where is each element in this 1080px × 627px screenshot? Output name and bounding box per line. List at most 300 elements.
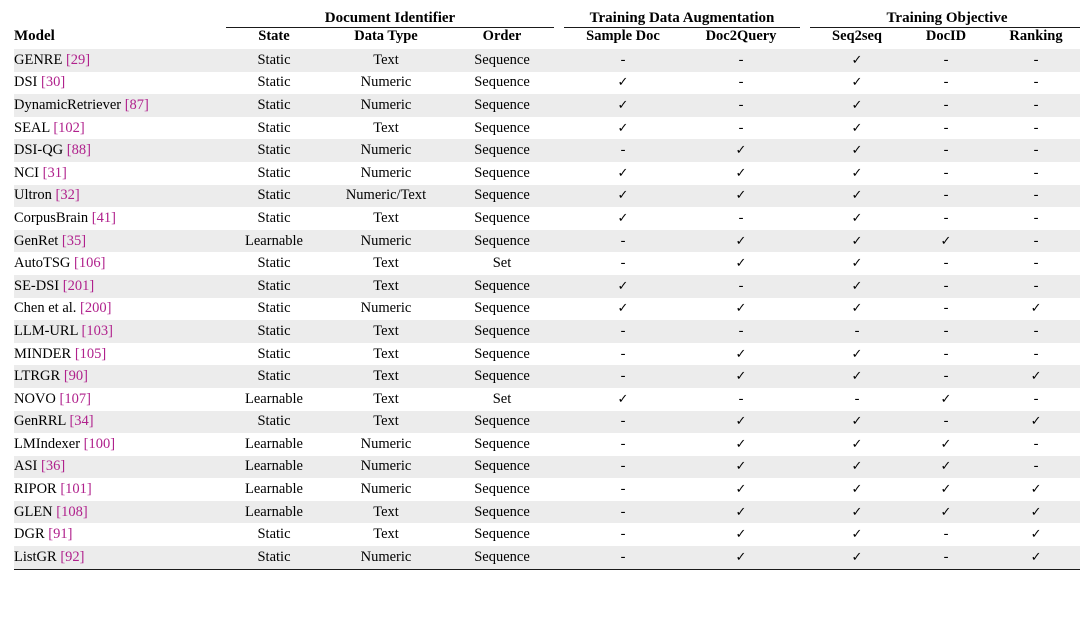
value-label: Numeric [360,435,412,452]
cell-docid [904,298,988,321]
cell-data-type [322,162,450,185]
cell-ranking [988,478,1080,501]
check-icon: ✓ [851,233,863,249]
cell-spacer [554,94,564,117]
value-label: Text [373,51,399,68]
value-label: Text [373,119,399,136]
check-icon: ✓ [617,391,629,407]
citation-link[interactable]: [105] [74,345,107,362]
cell-seq2seq [810,433,904,456]
cell-docid [904,185,988,208]
check-icon: ✓ [851,75,863,91]
group-header-document-identifier: Document Identifier [226,10,554,28]
value-label: Sequence [474,481,530,498]
model-name-label: DSI [14,74,41,91]
value-label: - [620,526,626,543]
citation-link[interactable]: [36] [41,458,66,475]
cell-docid [904,433,988,456]
value-label: Text [373,322,399,339]
cell-docid [904,456,988,479]
value-label: Text [373,345,399,362]
citation-link[interactable]: [100] [83,435,116,452]
cell-doc2query [682,343,800,366]
column-header-state: State [258,28,290,44]
value-label: - [620,51,626,68]
cell-spacer [800,252,810,275]
check-icon: ✓ [940,482,952,498]
value-label: Static [257,413,291,430]
model-name-label: LTRGR [14,368,64,385]
cell-docid [904,343,988,366]
cell-sample-doc [564,343,682,366]
check-icon: ✓ [1030,414,1042,430]
value-label: - [738,277,744,294]
citation-link[interactable]: [200] [80,300,112,317]
table-row [14,298,1080,321]
cell-state [226,162,322,185]
cell-order [450,501,554,524]
value-label: - [1033,435,1039,452]
cell-docid [904,162,988,185]
table-row [14,343,1080,366]
citation-link[interactable]: [31] [42,164,67,181]
cell-seq2seq [810,456,904,479]
cell-spacer [554,320,564,343]
model-name-label: SE-DSI [14,277,63,294]
check-icon: ✓ [851,436,863,452]
value-label: - [620,368,626,385]
citation-link[interactable]: [102] [53,119,85,136]
citation-link[interactable]: [35] [61,232,87,249]
model-name-label: MINDER [14,345,75,362]
value-label: Sequence [474,300,530,317]
cell-doc2query [682,456,800,479]
cell-doc2query [682,49,800,72]
value-label: - [943,255,949,272]
value-label: - [620,232,626,249]
value-label: - [943,187,949,204]
value-label: - [1033,255,1039,272]
cell-spacer [554,501,564,524]
cell-state [226,546,322,569]
check-icon: ✓ [1030,549,1042,565]
value-label: - [943,119,949,136]
cell-seq2seq [810,72,904,95]
cell-sample-doc [564,49,682,72]
check-icon: ✓ [617,301,629,317]
model-name-label: NOVO [14,390,60,407]
cell-sample-doc [564,433,682,456]
citation-link[interactable]: [34] [69,413,94,430]
check-icon: ✓ [735,549,747,565]
cell-order [450,523,554,546]
value-label: Sequence [474,503,530,520]
citation-link[interactable]: [32] [55,187,80,204]
value-label: Numeric [360,232,412,249]
cell-docid [904,388,988,411]
group-spacer-1 [554,10,564,28]
citation-link[interactable]: [88] [66,142,91,159]
value-label: Static [257,51,291,68]
cell-model-name [14,230,226,253]
check-icon: ✓ [851,97,863,113]
check-icon: ✓ [940,233,952,249]
value-label: Text [373,368,399,385]
cell-spacer [800,49,810,72]
cell-state [226,185,322,208]
cell-doc2query [682,478,800,501]
cell-model-name [14,139,226,162]
cell-docid [904,501,988,524]
cell-order [450,298,554,321]
cell-seq2seq [810,478,904,501]
check-icon: ✓ [940,391,952,407]
cell-state [226,298,322,321]
cell-spacer [800,523,810,546]
cell-model-name [14,478,226,501]
subheader-spacer-2 [800,28,810,46]
value-label: - [943,209,949,226]
cell-spacer [554,411,564,434]
check-icon: ✓ [851,165,863,181]
value-label: Sequence [474,74,530,91]
column-header-docid: DocID [925,28,967,44]
cell-spacer [800,501,810,524]
value-label: - [1033,96,1039,113]
cell-spacer [800,139,810,162]
cell-doc2query [682,207,800,230]
cell-spacer [554,478,564,501]
model-name-label: GENRE [14,51,66,68]
cell-spacer [554,49,564,72]
cell-state [226,117,322,140]
cell-model-name [14,252,226,275]
cell-spacer [554,117,564,140]
cell-state [226,72,322,95]
cell-docid [904,546,988,569]
cell-doc2query [682,298,800,321]
model-name-label: GenRRL [14,413,70,430]
value-label: Sequence [474,96,530,113]
value-label: - [943,96,949,113]
check-icon: ✓ [735,459,747,475]
cell-data-type [322,433,450,456]
cell-state [226,343,322,366]
cell-spacer [800,298,810,321]
value-label: Sequence [474,277,530,294]
value-label: - [1033,74,1039,91]
cell-order [450,320,554,343]
model-name-label: LLM-URL [14,322,82,339]
model-name-label: AutoTSG [14,255,75,272]
value-label: Sequence [474,209,530,226]
check-icon: ✓ [851,549,863,565]
value-label: Static [257,187,291,204]
check-icon: ✓ [851,527,863,543]
value-label: - [1033,51,1039,68]
cell-model-name [14,320,226,343]
cell-order [450,411,554,434]
citation-link[interactable]: [41] [91,209,116,226]
cell-spacer [800,72,810,95]
cell-data-type [322,343,450,366]
cell-docid [904,411,988,434]
cell-spacer [800,478,810,501]
value-label: - [620,255,626,272]
value-label: - [620,345,626,362]
check-icon: ✓ [735,165,747,181]
cell-data-type [322,207,450,230]
cell-spacer [800,162,810,185]
value-label: Static [257,142,291,159]
citation-link[interactable]: [90] [63,368,88,385]
model-name-label: SEAL [14,119,54,136]
cell-order [450,72,554,95]
citation-link[interactable]: [87] [124,96,149,113]
value-label: Numeric [360,142,412,159]
check-icon: ✓ [617,97,629,113]
cell-model-name [14,117,226,140]
citation-link[interactable]: [103] [81,322,113,339]
cell-spacer [554,546,564,569]
cell-data-type [322,49,450,72]
value-label: Sequence [474,458,530,475]
cell-doc2query [682,433,800,456]
value-label: - [943,368,949,385]
value-label: Numeric [360,74,412,91]
cell-data-type [322,139,450,162]
cell-spacer [554,275,564,298]
cell-ranking [988,365,1080,388]
table-row [14,411,1080,434]
cell-sample-doc [564,501,682,524]
cell-spacer [800,546,810,569]
value-label: - [1033,164,1039,181]
cell-model-name [14,162,226,185]
table-row [14,117,1080,140]
cell-model-name [14,94,226,117]
cell-spacer [554,388,564,411]
cell-doc2query [682,94,800,117]
check-icon: ✓ [735,256,747,272]
table-row [14,478,1080,501]
value-label: Text [373,390,399,407]
cell-seq2seq [810,501,904,524]
value-label: - [738,74,744,91]
citation-link[interactable]: [201] [62,277,95,294]
cell-docid [904,94,988,117]
check-icon: ✓ [851,256,863,272]
cell-data-type [322,252,450,275]
value-label: Sequence [474,142,530,159]
cell-ranking [988,185,1080,208]
value-label: - [1033,458,1039,475]
column-header-doc2query: Doc2Query [705,28,777,44]
cell-ranking [988,343,1080,366]
value-label: Static [257,255,291,272]
cell-doc2query [682,162,800,185]
cell-spacer [800,275,810,298]
value-label: Static [257,368,291,385]
model-name-label: ListGR [14,548,61,565]
cell-order [450,275,554,298]
value-label: - [943,322,949,339]
value-label: Static [257,526,291,543]
check-icon: ✓ [735,301,747,317]
cell-spacer [554,343,564,366]
cell-seq2seq [810,94,904,117]
cell-model-name [14,185,226,208]
cell-state [226,320,322,343]
cell-sample-doc [564,411,682,434]
cell-model-name [14,456,226,479]
cell-ranking [988,230,1080,253]
check-icon: ✓ [940,504,952,520]
cell-order [450,185,554,208]
value-label: Sequence [474,548,530,565]
cell-spacer [800,456,810,479]
value-label: Text [373,526,399,543]
cell-docid [904,72,988,95]
value-label: - [620,435,626,452]
value-label: Sequence [474,345,530,362]
citation-link[interactable]: [30] [41,74,66,91]
check-icon: ✓ [1030,482,1042,498]
check-icon: ✓ [617,120,629,136]
cell-order [450,433,554,456]
value-label: - [1033,277,1039,294]
table-row [14,388,1080,411]
value-label: - [738,390,744,407]
value-label: - [738,209,744,226]
cell-sample-doc [564,162,682,185]
cell-seq2seq [810,388,904,411]
cell-model-name [14,365,226,388]
cell-data-type [322,72,450,95]
model-name-label: Chen et al. [14,300,81,317]
citation-link[interactable]: [92] [60,548,85,565]
table-row [14,162,1080,185]
cell-model-name [14,298,226,321]
cell-ranking [988,433,1080,456]
value-label: Static [257,119,291,136]
table-body [14,45,1080,569]
value-label: Learnable [245,458,303,475]
check-icon: ✓ [735,233,747,249]
cell-ranking [988,49,1080,72]
cell-sample-doc [564,388,682,411]
cell-spacer [800,185,810,208]
cell-ranking [988,320,1080,343]
header-group-row [14,10,1080,28]
value-label: Sequence [474,322,530,339]
cell-seq2seq [810,320,904,343]
value-label: Sequence [474,164,530,181]
value-label: Text [373,277,399,294]
citation-link[interactable]: [107] [59,390,91,407]
cell-state [226,433,322,456]
cell-model-name [14,433,226,456]
cell-data-type [322,117,450,140]
cell-spacer [800,117,810,140]
cell-docid [904,49,988,72]
check-icon: ✓ [617,165,629,181]
cell-doc2query [682,523,800,546]
citation-link[interactable]: [108] [56,503,88,520]
cell-ranking [988,139,1080,162]
column-header-ranking: Ranking [1009,28,1063,44]
cell-order [450,546,554,569]
cell-doc2query [682,72,800,95]
model-name-label: GenRet [14,232,62,249]
cell-data-type [322,275,450,298]
citation-link[interactable]: [91] [48,526,73,543]
column-header-order: Order [482,28,522,44]
cell-model-name [14,343,226,366]
citation-link[interactable]: [101] [60,481,92,498]
check-icon: ✓ [940,459,952,475]
value-label: Numeric [360,458,412,475]
model-name-label: DGR [14,526,49,543]
value-label: Sequence [474,368,530,385]
cell-seq2seq [810,207,904,230]
cell-doc2query [682,139,800,162]
citation-link[interactable]: [29] [65,51,91,68]
table-header [14,10,1080,45]
cell-docid [904,320,988,343]
check-icon: ✓ [735,482,747,498]
cell-ranking [988,207,1080,230]
cell-doc2query [682,546,800,569]
cell-docid [904,230,988,253]
cell-doc2query [682,252,800,275]
cell-doc2query [682,230,800,253]
cell-seq2seq [810,343,904,366]
check-icon: ✓ [851,52,863,68]
cell-spacer [800,411,810,434]
check-icon: ✓ [851,504,863,520]
cell-model-name [14,207,226,230]
check-icon: ✓ [617,75,629,91]
group-spacer-2 [800,10,810,28]
cell-docid [904,523,988,546]
table-row [14,320,1080,343]
value-label: Sequence [474,187,530,204]
value-label: Sequence [474,232,530,249]
model-name-label: CorpusBrain [14,209,92,226]
cell-seq2seq [810,298,904,321]
cell-seq2seq [810,275,904,298]
value-label: - [943,142,949,159]
citation-link[interactable]: [106] [74,255,106,272]
cell-state [226,94,322,117]
cell-spacer [554,185,564,208]
check-icon: ✓ [617,278,629,294]
cell-data-type [322,456,450,479]
cell-order [450,207,554,230]
cell-order [450,478,554,501]
cell-ranking [988,252,1080,275]
value-label: Learnable [245,390,303,407]
cell-model-name [14,546,226,569]
check-icon: ✓ [851,278,863,294]
cell-sample-doc [564,546,682,569]
cell-data-type [322,365,450,388]
cell-doc2query [682,117,800,140]
cell-spacer [554,433,564,456]
cell-model-name [14,49,226,72]
cell-state [226,139,322,162]
